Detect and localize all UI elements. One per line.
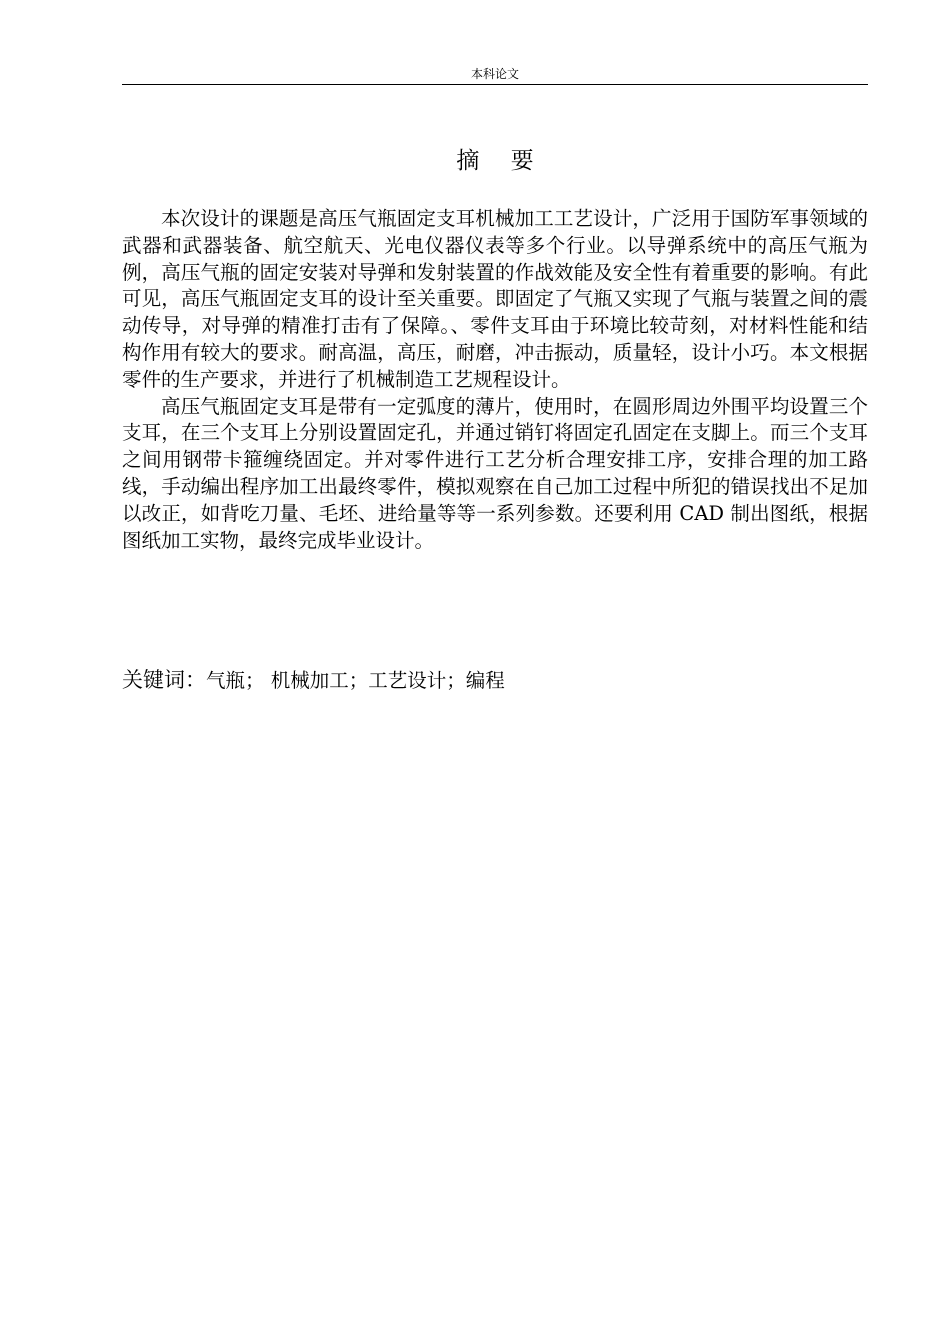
- abstract-paragraph-2: 高压气瓶固定支耳是带有一定弧度的薄片，使用时，在圆形周边外围平均设置三个支耳，在三个支耳上分别设置固定孔，并通过销钉将固定孔固定在支脚上。而三个支耳之间用钢带卡箍缠绕固定。并对零件进行工艺分析合理安排工序，安排合理的加工路线，手动编出程序加工出最终零件，模拟观察在自己加工过程中所犯的错误找出不足加以改正，如背吃刀量、毛坯、进给量等等一系列参数。还要利用 CAD 制出图纸，根据图纸加工实物，最终完成毕业设计。: [122, 394, 868, 552]
- running-header: 本科论文: [470, 67, 519, 81]
- keywords-line: [122, 665, 868, 696]
- abstract-paragraph-1: 本次设计的课题是高压气瓶固定支耳机械加工工艺设计，广泛用于国防军事领域的武器和武器装备、航空航天、光电仪器仪表等多个行业。以导弹系统中的高压气瓶为例，高压气瓶的固定安装对导弹和发射装置的作战效能及安全性有着重要的影响。有此可见，高压气瓶固定支耳的设计至关重要。即固定了气瓶又实现了气瓶与装置之间的震动传导，对导弹的精准打击有了保障。、零件支耳由于环境比较苛刻，对材料性能和结构作用有较大的要求。耐高温，高压，耐磨，冲击振动，质量轻，设计小巧。本文根据零件的生产要求，并进行了机械制造工艺规程设计。: [122, 207, 868, 391]
- keywords-label: 关键词：: [122, 668, 206, 692]
- keywords-value: 气瓶； 机械加工；工艺设计；编程: [206, 669, 505, 692]
- header-rule: [122, 84, 868, 85]
- abstract-title: 摘 要: [456, 148, 546, 174]
- abstract-body: [122, 206, 868, 554]
